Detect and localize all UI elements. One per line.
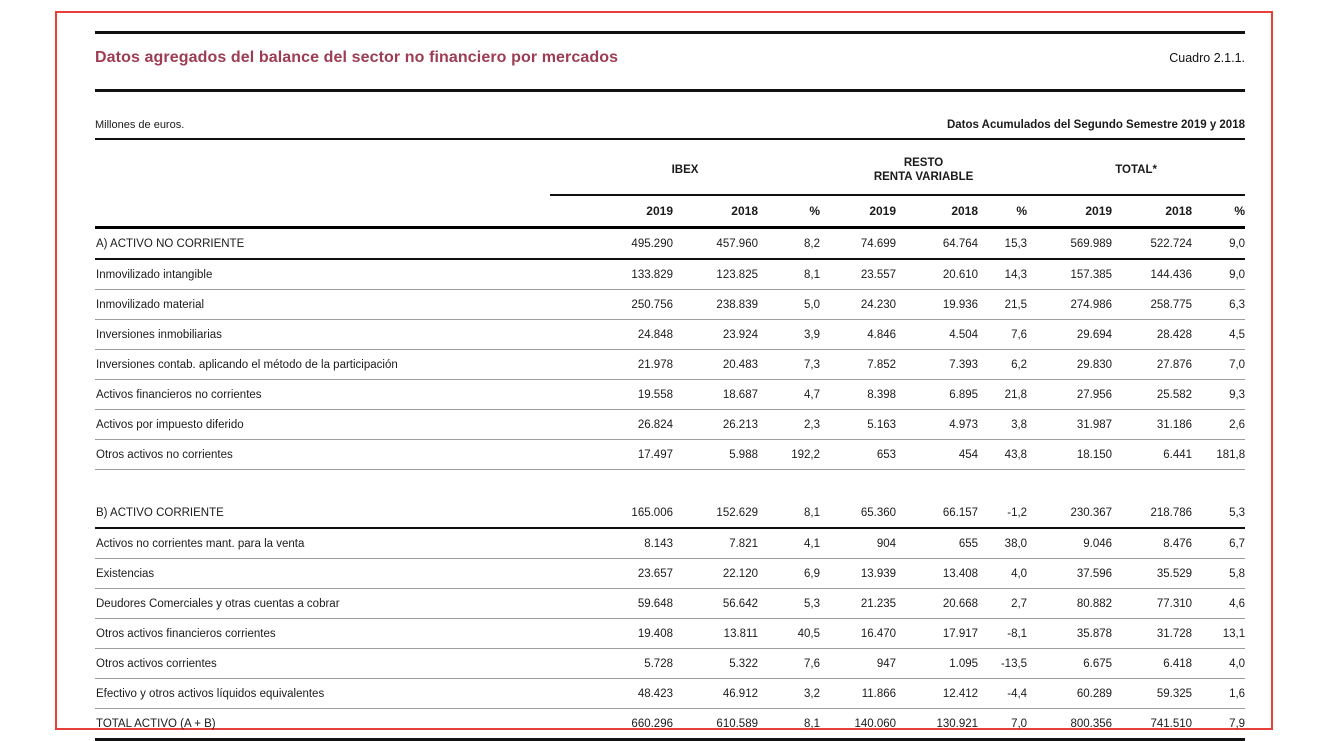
table-row [95, 679, 1245, 709]
cell-value: 7,3 [758, 350, 820, 380]
top-rule [95, 31, 1245, 34]
period-note: Datos Acumulados del Segundo Semestre 2019 y 2018 [946, 119, 1245, 131]
cell-value: 250.756 [550, 290, 673, 320]
cell-value: -4,4 [978, 679, 1027, 709]
cell-value: 15,3 [978, 228, 1027, 260]
cell-value: 3,8 [978, 410, 1027, 440]
cell-value: 48.423 [550, 679, 673, 709]
subheader-cell: 2018 [1112, 195, 1192, 228]
meta-row [95, 119, 1245, 131]
cell-value: 16.470 [820, 619, 896, 649]
table-row [95, 649, 1245, 679]
cell-value: 4,7 [758, 380, 820, 410]
cell-value: 238.839 [673, 290, 758, 320]
cell-value: 133.829 [550, 259, 673, 290]
subheader-cell: 2019 [550, 195, 673, 228]
cell-value: 4,1 [758, 528, 820, 559]
cell-value: 800.356 [1027, 709, 1112, 740]
cell-value: 17.917 [896, 619, 978, 649]
subheader-cell: 2019 [820, 195, 896, 228]
title-row [95, 49, 1245, 67]
table-row [95, 290, 1245, 320]
cell-value: 19.558 [550, 380, 673, 410]
cell-value: 1.095 [896, 649, 978, 679]
row-label: Otros activos corrientes [95, 649, 550, 679]
cell-value: 24.848 [550, 320, 673, 350]
meta-underline-rule [95, 138, 1245, 140]
cell-value: 26.213 [673, 410, 758, 440]
cell-value: 192,2 [758, 440, 820, 470]
row-label: Otros activos no corrientes [95, 440, 550, 470]
cell-value: 181,8 [1192, 440, 1245, 470]
cell-value: 258.775 [1112, 290, 1192, 320]
col-group-total [1027, 146, 1245, 195]
cell-value: 4,5 [1192, 320, 1245, 350]
cell-value: 7,0 [978, 709, 1027, 740]
cell-value: 56.642 [673, 589, 758, 619]
cell-value: 144.436 [1112, 259, 1192, 290]
cell-value: 64.764 [896, 228, 978, 260]
row-label: A) ACTIVO NO CORRIENTE [95, 228, 550, 260]
cell-value: 4,0 [1192, 649, 1245, 679]
table-row [95, 528, 1245, 559]
cell-value: 27.956 [1027, 380, 1112, 410]
cell-value: 4.973 [896, 410, 978, 440]
row-label: TOTAL ACTIVO (A + B) [95, 709, 550, 740]
cell-value: 2,6 [1192, 410, 1245, 440]
cell-value: 13.408 [896, 559, 978, 589]
cell-value: 23.924 [673, 320, 758, 350]
cell-value: 29.830 [1027, 350, 1112, 380]
cell-value: 8,2 [758, 228, 820, 260]
cell-value: 35.878 [1027, 619, 1112, 649]
subheader-cell: % [1192, 195, 1245, 228]
row-label: Inversiones inmobiliarias [95, 320, 550, 350]
cell-value: -13,5 [978, 649, 1027, 679]
cell-value: 24.230 [820, 290, 896, 320]
cell-value: 610.589 [673, 709, 758, 740]
row-label: B) ACTIVO CORRIENTE [95, 498, 550, 528]
cell-value: 21.235 [820, 589, 896, 619]
cell-value: 29.694 [1027, 320, 1112, 350]
table-row [95, 589, 1245, 619]
cell-value: 7,6 [758, 649, 820, 679]
cell-value: 230.367 [1027, 498, 1112, 528]
subheader-cell: 2018 [896, 195, 978, 228]
cell-value [1027, 470, 1112, 499]
cell-value: 31.186 [1112, 410, 1192, 440]
cell-value: 2,3 [758, 410, 820, 440]
cell-value: 38,0 [978, 528, 1027, 559]
year-header-row [95, 195, 1245, 228]
cell-value: 6,9 [758, 559, 820, 589]
cuadro-label: Cuadro 2.1.1. [1169, 51, 1245, 65]
cell-value: 11.866 [820, 679, 896, 709]
col-group-label: RENTA VARIABLE [873, 171, 974, 183]
cell-value: 7,9 [1192, 709, 1245, 740]
col-group-ibex [550, 146, 820, 195]
row-label: Efectivo y otros activos líquidos equivalentes [95, 679, 550, 709]
cell-value: 59.325 [1112, 679, 1192, 709]
balance-table-wrapper [95, 146, 1245, 741]
cell-value: 741.510 [1112, 709, 1192, 740]
cell-value: 454 [896, 440, 978, 470]
cell-value: 7.821 [673, 528, 758, 559]
cell-value: 495.290 [550, 228, 673, 260]
cell-value: 22.120 [673, 559, 758, 589]
cell-value: 43,8 [978, 440, 1027, 470]
cell-value: 25.582 [1112, 380, 1192, 410]
cell-value: 19.936 [896, 290, 978, 320]
cell-value: 7.393 [896, 350, 978, 380]
cell-value: 60.289 [1027, 679, 1112, 709]
cell-value: 655 [896, 528, 978, 559]
cell-value: 5,3 [758, 589, 820, 619]
row-label: Deudores Comerciales y otras cuentas a cobrar [95, 589, 550, 619]
row-label [95, 470, 550, 499]
col-group-label: IBEX [671, 163, 699, 176]
cell-value: 4,0 [978, 559, 1027, 589]
cell-value: 1,6 [1192, 679, 1245, 709]
cell-value: 9,0 [1192, 228, 1245, 260]
cell-value: 6,2 [978, 350, 1027, 380]
cell-value: 5.988 [673, 440, 758, 470]
cell-value: 4.504 [896, 320, 978, 350]
balance-table [95, 146, 1245, 741]
cell-value: 7,0 [1192, 350, 1245, 380]
table-row [95, 380, 1245, 410]
cell-value: 12.412 [896, 679, 978, 709]
cell-value: 7.852 [820, 350, 896, 380]
cell-value: 2,7 [978, 589, 1027, 619]
row-label: Inmovilizado intangible [95, 259, 550, 290]
cell-value: 21.978 [550, 350, 673, 380]
cell-value: 8,1 [758, 498, 820, 528]
cell-value: 152.629 [673, 498, 758, 528]
cell-value: 6,7 [1192, 528, 1245, 559]
cell-value: 37.596 [1027, 559, 1112, 589]
empty-corner-cell [95, 195, 550, 228]
empty-corner-cell [95, 146, 550, 195]
cell-value: 6.895 [896, 380, 978, 410]
cell-value [820, 470, 896, 499]
cell-value: 5.322 [673, 649, 758, 679]
cell-value: 140.060 [820, 709, 896, 740]
cell-value [673, 470, 758, 499]
table-row [95, 320, 1245, 350]
table-row [95, 350, 1245, 380]
subheader-cell: 2019 [1027, 195, 1112, 228]
cell-value: 123.825 [673, 259, 758, 290]
cell-value: 274.986 [1027, 290, 1112, 320]
table-row [95, 440, 1245, 470]
cell-value: 947 [820, 649, 896, 679]
table-body [95, 228, 1245, 740]
row-label: Inversiones contab. aplicando el método de la participación [95, 350, 550, 380]
cell-value: 21,8 [978, 380, 1027, 410]
cell-value: 46.912 [673, 679, 758, 709]
cell-value: 23.557 [820, 259, 896, 290]
cell-value: 653 [820, 440, 896, 470]
table-row [95, 498, 1245, 528]
cell-value: 77.310 [1112, 589, 1192, 619]
cell-value: 8.476 [1112, 528, 1192, 559]
cell-value: 18.687 [673, 380, 758, 410]
table-row [95, 709, 1245, 740]
cell-value: 6.418 [1112, 649, 1192, 679]
cell-value: 3,9 [758, 320, 820, 350]
cell-value: 14,3 [978, 259, 1027, 290]
row-label: Existencias [95, 559, 550, 589]
cell-value: 19.408 [550, 619, 673, 649]
cell-value: 17.497 [550, 440, 673, 470]
row-label: Activos por impuesto diferido [95, 410, 550, 440]
row-label: Activos financieros no corrientes [95, 380, 550, 410]
table-row [95, 410, 1245, 440]
unit-note: Millones de euros. [95, 119, 185, 131]
cell-value: 569.989 [1027, 228, 1112, 260]
cell-value: 8.398 [820, 380, 896, 410]
table-row [95, 228, 1245, 260]
cell-value: 74.699 [820, 228, 896, 260]
cell-value: 20.483 [673, 350, 758, 380]
cell-value: 130.921 [896, 709, 978, 740]
cell-value: 27.876 [1112, 350, 1192, 380]
cell-value: 4.846 [820, 320, 896, 350]
cell-value: 35.529 [1112, 559, 1192, 589]
cell-value: 59.648 [550, 589, 673, 619]
cell-value [896, 470, 978, 499]
cell-value: 457.960 [673, 228, 758, 260]
cell-value: 5,8 [1192, 559, 1245, 589]
cell-value: -1,2 [978, 498, 1027, 528]
cell-value: 4,6 [1192, 589, 1245, 619]
cell-value: 904 [820, 528, 896, 559]
cell-value: 40,5 [758, 619, 820, 649]
col-group-label: RESTO [903, 156, 944, 169]
cell-value: 66.157 [896, 498, 978, 528]
cell-value: 5,3 [1192, 498, 1245, 528]
cell-value: 660.296 [550, 709, 673, 740]
cell-value: 13,1 [1192, 619, 1245, 649]
cell-value: 522.724 [1112, 228, 1192, 260]
cell-value: 3,2 [758, 679, 820, 709]
cell-value: 7,6 [978, 320, 1027, 350]
cell-value: 6.441 [1112, 440, 1192, 470]
cell-value: 157.385 [1027, 259, 1112, 290]
cell-value: 9,3 [1192, 380, 1245, 410]
row-label: Inmovilizado material [95, 290, 550, 320]
cell-value [758, 470, 820, 499]
cell-value: 8,1 [758, 259, 820, 290]
cell-value: -8,1 [978, 619, 1027, 649]
cell-value: 13.811 [673, 619, 758, 649]
cell-value: 26.824 [550, 410, 673, 440]
row-label: Activos no corrientes mant. para la venta [95, 528, 550, 559]
cell-value: 218.786 [1112, 498, 1192, 528]
cell-value: 6.675 [1027, 649, 1112, 679]
subheader-cell: % [758, 195, 820, 228]
subheader-cell: 2018 [673, 195, 758, 228]
cell-value [1112, 470, 1192, 499]
cell-value: 5.728 [550, 649, 673, 679]
cell-value: 8.143 [550, 528, 673, 559]
cell-value [550, 470, 673, 499]
cell-value: 165.006 [550, 498, 673, 528]
subheader-cell: % [978, 195, 1027, 228]
page-title: Datos agregados del balance del sector no financiero por mercados [95, 49, 619, 66]
cell-value: 6,3 [1192, 290, 1245, 320]
cell-value: 9.046 [1027, 528, 1112, 559]
col-group-resto-renta-variable [820, 146, 1027, 195]
table-row [95, 559, 1245, 589]
cell-value: 5.163 [820, 410, 896, 440]
cell-value: 21,5 [978, 290, 1027, 320]
cell-value: 8,1 [758, 709, 820, 740]
title-underline-rule [95, 89, 1245, 92]
column-group-header-row [95, 146, 1245, 195]
cell-value: 23.657 [550, 559, 673, 589]
cell-value: 9,0 [1192, 259, 1245, 290]
cell-value: 18.150 [1027, 440, 1112, 470]
cell-value [978, 470, 1027, 499]
row-label: Otros activos financieros corrientes [95, 619, 550, 649]
cell-value: 80.882 [1027, 589, 1112, 619]
cell-value: 20.668 [896, 589, 978, 619]
cell-value: 20.610 [896, 259, 978, 290]
cell-value: 31.987 [1027, 410, 1112, 440]
col-group-label: TOTAL* [1115, 163, 1157, 176]
spacer-row [95, 470, 1245, 499]
cell-value: 28.428 [1112, 320, 1192, 350]
cell-value [1192, 470, 1245, 499]
cell-value: 13.939 [820, 559, 896, 589]
cell-value: 5,0 [758, 290, 820, 320]
table-row [95, 619, 1245, 649]
cell-value: 65.360 [820, 498, 896, 528]
table-row [95, 259, 1245, 290]
cell-value: 31.728 [1112, 619, 1192, 649]
